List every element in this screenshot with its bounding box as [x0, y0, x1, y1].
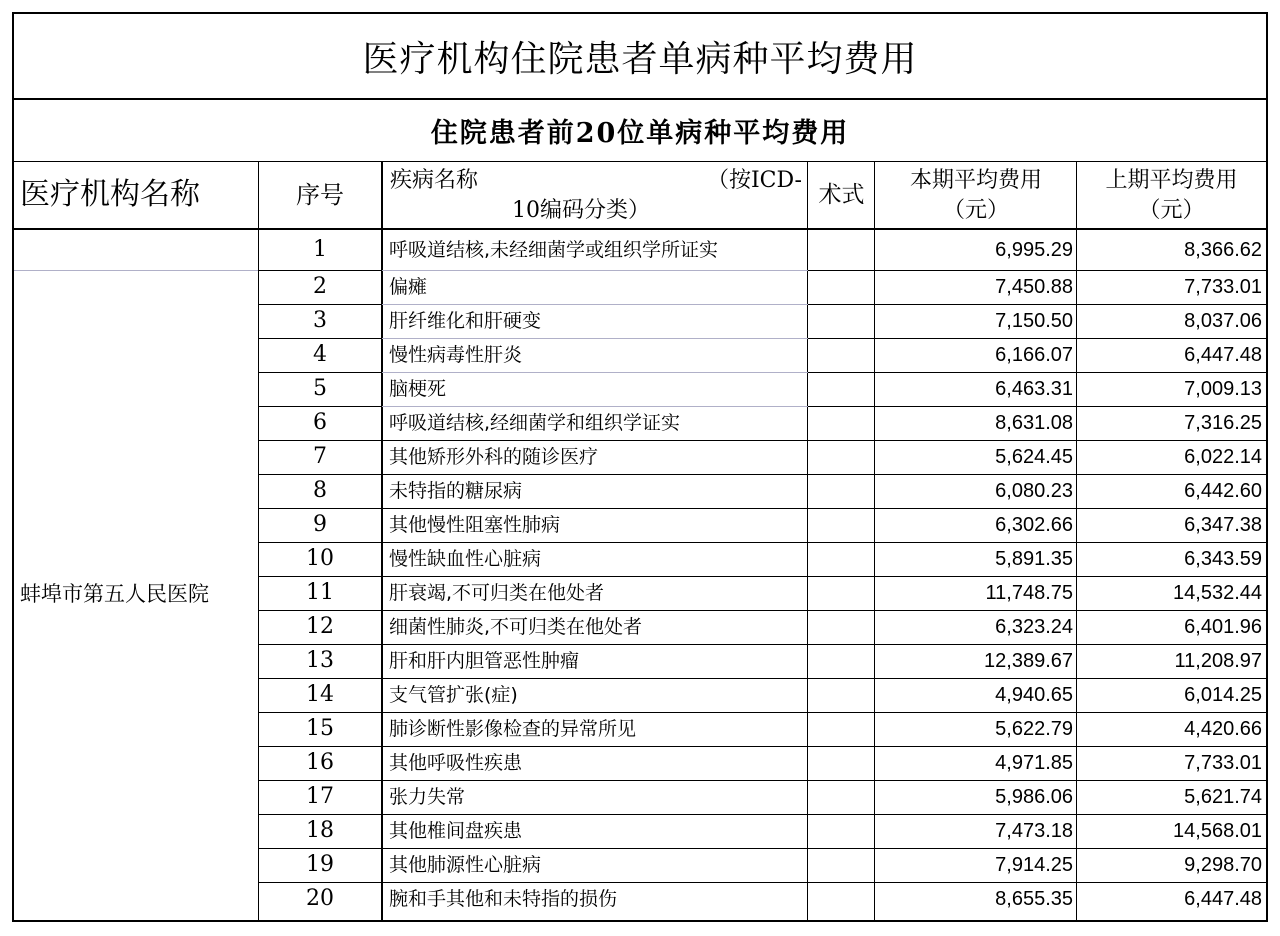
row-previous-cost: 5,621.74	[1184, 786, 1262, 808]
row-seq: 14	[306, 682, 334, 707]
row-seq: 19	[306, 852, 334, 877]
row-surgery	[808, 338, 875, 372]
row-previous-cost: 6,401.96	[1184, 616, 1262, 638]
row-disease: 慢性缺血性心脏病	[389, 548, 542, 570]
row-disease: 偏瘫	[389, 276, 428, 298]
row-disease: 呼吸道结核,未经细菌学或组织学所证实	[389, 239, 719, 261]
row-seq: 12	[306, 614, 334, 639]
row-previous-cost: 14,532.44	[1173, 582, 1262, 604]
row-disease: 腕和手其他和未特指的损伤	[389, 888, 618, 910]
row-surgery	[808, 610, 875, 644]
row-seq: 7	[313, 444, 327, 469]
row-previous-cost: 8,037.06	[1184, 310, 1262, 332]
row-seq: 16	[306, 750, 334, 775]
row-previous-cost: 6,447.48	[1184, 888, 1262, 910]
row-current-cost: 4,940.65	[995, 684, 1073, 706]
row-current-cost: 7,473.18	[995, 820, 1073, 842]
row-disease: 肝和肝内胆管恶性肿瘤	[389, 650, 580, 672]
header-disease-line2: 10编码分类）	[512, 198, 650, 223]
row-seq: 8	[313, 478, 327, 503]
row-current-cost: 8,655.35	[995, 888, 1073, 910]
row-surgery	[808, 746, 875, 780]
row-disease: 其他肺源性心脏病	[389, 854, 542, 876]
row-current-cost: 5,622.79	[995, 718, 1073, 740]
row-previous-cost: 6,442.60	[1184, 480, 1262, 502]
header-disease-line1: 疾病名称	[390, 168, 479, 193]
row-surgery	[808, 440, 875, 474]
row-disease: 呼吸道结核,经细菌学和组织学证实	[389, 412, 681, 434]
row-current-cost: 7,150.50	[995, 310, 1073, 332]
row-previous-cost: 6,022.14	[1184, 446, 1262, 468]
row-disease: 肺诊断性影像检查的异常所见	[389, 718, 637, 740]
row-seq: 17	[306, 784, 334, 809]
row-surgery	[808, 406, 875, 440]
row-seq: 13	[306, 648, 334, 673]
row-previous-cost: 7,733.01	[1184, 276, 1262, 298]
header-current-line2: （元）	[942, 198, 1009, 223]
row-surgery	[808, 780, 875, 814]
header-current-line1: 本期平均费用	[909, 168, 1042, 193]
row-seq: 11	[306, 580, 334, 605]
row-seq: 4	[313, 342, 327, 367]
row-current-cost: 6,463.31	[995, 378, 1073, 400]
header-surgery-label: 术式	[818, 182, 865, 208]
row-surgery	[808, 882, 875, 916]
row-disease: 其他呼吸性疾患	[389, 752, 523, 774]
row-divider-light	[14, 270, 258, 271]
row-disease: 肝衰竭,不可归类在他处者	[389, 582, 605, 604]
row-disease: 其他矫形外科的随诊医疗	[389, 446, 599, 468]
row-seq: 2	[313, 274, 327, 299]
row-current-cost: 6,302.66	[995, 514, 1073, 536]
row-surgery	[808, 678, 875, 712]
row-current-cost: 6,995.29	[995, 239, 1073, 261]
institution-name	[14, 270, 258, 916]
header-current	[875, 162, 1077, 230]
page-title: 医疗机构住院患者单病种平均费用	[14, 14, 1266, 100]
row-surgery	[808, 644, 875, 678]
row-current-cost: 5,624.45	[995, 446, 1073, 468]
row-surgery	[808, 270, 875, 304]
row-disease: 慢性病毒性肝炎	[389, 344, 523, 366]
row-surgery	[808, 814, 875, 848]
row-surgery	[808, 712, 875, 746]
row-seq: 10	[306, 546, 334, 571]
row-disease: 肝纤维化和肝硬变	[389, 310, 542, 332]
row-seq: 15	[306, 716, 334, 741]
row-surgery	[808, 304, 875, 338]
row-disease: 未特指的糖尿病	[389, 480, 523, 502]
row-previous-cost: 7,316.25	[1184, 412, 1262, 434]
row-disease: 脑梗死	[389, 378, 447, 400]
header-seq	[258, 162, 382, 230]
row-current-cost: 6,166.07	[995, 344, 1073, 366]
row-seq: 6	[313, 410, 327, 435]
row-current-cost: 12,389.67	[984, 650, 1073, 672]
row-current-cost: 7,450.88	[995, 276, 1073, 298]
cost-table	[12, 12, 1268, 922]
row-current-cost: 4,971.85	[995, 752, 1073, 774]
row-previous-cost: 8,366.62	[1184, 239, 1262, 261]
row-disease: 支气管扩张(症)	[389, 684, 518, 706]
row-current-cost: 7,914.25	[995, 854, 1073, 876]
row-previous-cost: 6,447.48	[1184, 344, 1262, 366]
row-surgery	[808, 372, 875, 406]
row-seq: 18	[306, 818, 334, 843]
header-institution-label: 医疗机构名称	[20, 177, 200, 212]
row-previous-cost: 6,347.38	[1184, 514, 1262, 536]
row-disease: 其他椎间盘疾患	[389, 820, 523, 842]
row-current-cost: 5,891.35	[995, 548, 1073, 570]
row-previous-cost: 6,014.25	[1184, 684, 1262, 706]
row-previous-cost: 7,733.01	[1184, 752, 1262, 774]
header-surgery	[808, 162, 875, 230]
row-current-cost: 11,748.75	[985, 582, 1073, 604]
row-surgery	[808, 576, 875, 610]
row-seq: 20	[306, 886, 334, 911]
institution-name-text: 蚌埠市第五人民医院	[20, 582, 209, 606]
row-previous-cost: 7,009.13	[1184, 378, 1262, 400]
row-current-cost: 6,080.23	[995, 480, 1073, 502]
row-seq: 3	[313, 308, 327, 333]
row-previous-cost: 11,208.97	[1174, 650, 1262, 672]
header-previous	[1077, 162, 1266, 230]
row-previous-cost: 6,343.59	[1184, 548, 1262, 570]
row-current-cost: 5,986.06	[995, 786, 1073, 808]
row-disease: 其他慢性阻塞性肺病	[389, 514, 561, 536]
header-disease-note: （按ICD-	[706, 168, 802, 193]
row-surgery	[808, 230, 875, 270]
row-disease: 张力失常	[389, 786, 466, 808]
row-seq: 1	[313, 237, 327, 262]
header-previous-line1: 上期平均费用	[1105, 168, 1238, 193]
row-surgery	[808, 848, 875, 882]
row-seq: 5	[313, 376, 327, 401]
row-surgery	[808, 474, 875, 508]
row-previous-cost: 14,568.01	[1173, 820, 1262, 842]
row-surgery	[808, 542, 875, 576]
row-disease: 细菌性肺炎,不可归类在他处者	[389, 616, 643, 638]
row-current-cost: 8,631.08	[995, 412, 1073, 434]
row-current-cost: 6,323.24	[995, 616, 1073, 638]
header-disease	[382, 162, 808, 230]
header-institution	[14, 162, 258, 230]
row-seq: 9	[313, 512, 327, 537]
row-previous-cost: 4,420.66	[1184, 718, 1262, 740]
table-subtitle: 住院患者前20位单病种平均费用	[14, 100, 1266, 162]
row-surgery	[808, 508, 875, 542]
row-previous-cost: 9,298.70	[1184, 854, 1262, 876]
header-seq-label: 序号	[296, 181, 344, 209]
header-previous-line2: （元）	[1138, 198, 1205, 223]
